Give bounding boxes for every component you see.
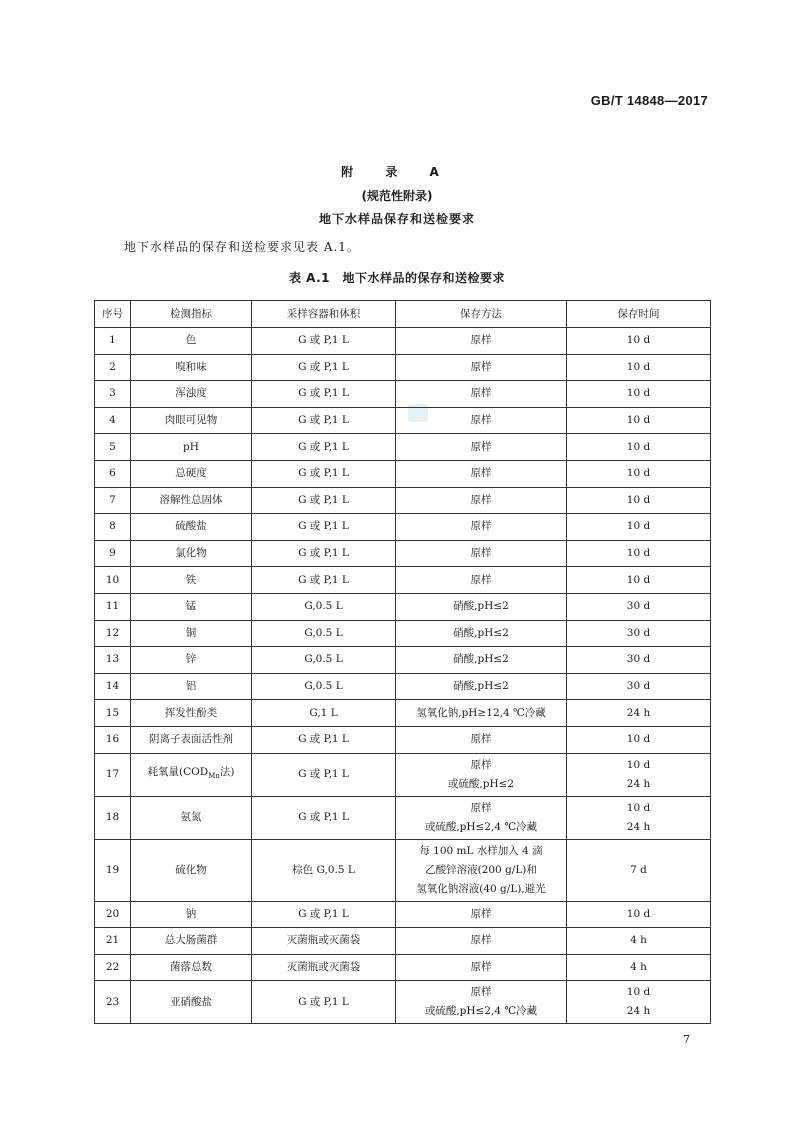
method-line: 硝酸,pH≤2 [453, 626, 509, 639]
table-row [95, 954, 711, 981]
indicator-text: 硫酸盐 [175, 520, 207, 533]
time-line: 10 d [626, 733, 651, 746]
cell-indicator [131, 593, 252, 620]
cell-method [396, 460, 567, 487]
indicator-text: 色 [185, 334, 197, 347]
cell-no: 7 [95, 487, 131, 514]
cell-time [567, 381, 711, 408]
table-row [95, 901, 711, 928]
cell-method [396, 700, 567, 727]
table-row [95, 796, 711, 839]
table-body [95, 328, 711, 1024]
cell-container: G 或 P,1 L [252, 434, 396, 461]
page-number: 7 [683, 1033, 690, 1046]
cell-no: 3 [95, 381, 131, 408]
time-line: 10 d [626, 907, 651, 920]
time-line: 24 h [626, 820, 651, 833]
cell-no: 6 [95, 460, 131, 487]
method-line: 原样 [470, 733, 492, 746]
cell-time [567, 839, 711, 901]
indicator-text: 锰 [185, 600, 197, 613]
cell-container: G,1 L [252, 700, 396, 727]
method-line: 氢氧化钠溶液(40 g/L),避光 [416, 882, 546, 895]
table-row [95, 839, 711, 901]
cell-container: G 或 P,1 L [252, 460, 396, 487]
indicator-text: 总硬度 [175, 467, 207, 480]
cell-indicator [131, 981, 252, 1024]
indicator-text: 肉眼可见物 [164, 414, 218, 427]
cell-time [567, 928, 711, 955]
cell-method [396, 726, 567, 753]
cell-indicator [131, 354, 252, 381]
standard-code: GB/T 14848—2017 [590, 93, 708, 108]
cell-no: 1 [95, 328, 131, 355]
header-no: 序号 [95, 301, 131, 328]
cell-time [567, 487, 711, 514]
method-line: 或硫酸,pH≤2 [447, 777, 515, 790]
indicator-tail: 法) [219, 765, 235, 778]
cell-container: G 或 P,1 L [252, 354, 396, 381]
time-line: 10 d [626, 758, 651, 771]
cell-container: G 或 P,1 L [252, 796, 396, 839]
cell-container: 棕色 G,0.5 L [252, 839, 396, 901]
method-line: 乙酸锌溶液(200 g/L)和 [425, 863, 537, 876]
cell-no: 18 [95, 796, 131, 839]
cell-container: G 或 P,1 L [252, 726, 396, 753]
cell-method [396, 593, 567, 620]
time-line: 10 d [626, 360, 651, 373]
cell-no: 9 [95, 540, 131, 567]
table-row [95, 460, 711, 487]
cell-no: 19 [95, 839, 131, 901]
time-line: 10 d [626, 520, 651, 533]
method-line: 原样 [470, 986, 492, 999]
method-line: 原样 [470, 520, 492, 533]
cell-method [396, 434, 567, 461]
cell-indicator [131, 514, 252, 541]
cell-time [567, 753, 711, 796]
cell-container: G 或 P,1 L [252, 981, 396, 1024]
time-line: 4 h [630, 960, 647, 973]
table-row [95, 700, 711, 727]
time-line: 24 h [626, 777, 651, 790]
cell-method [396, 567, 567, 594]
time-line: 30 d [626, 680, 651, 693]
time-line: 24 h [626, 706, 651, 719]
cell-indicator [131, 407, 252, 434]
cell-container: G,0.5 L [252, 647, 396, 674]
cell-indicator [131, 954, 252, 981]
method-line: 原样 [470, 547, 492, 560]
header-container: 采样容器和体积 [252, 301, 396, 328]
cell-no: 4 [95, 407, 131, 434]
cell-time [567, 726, 711, 753]
cell-container: 灭菌瓶或灭菌袋 [252, 954, 396, 981]
method-line: 氢氧化钠,pH≥12,4 ℃冷藏 [416, 706, 546, 719]
method-line: 原样 [470, 360, 492, 373]
method-line: 硝酸,pH≤2 [453, 680, 509, 693]
indicator-text: 氯化物 [175, 547, 207, 560]
cell-time [567, 354, 711, 381]
cell-method [396, 620, 567, 647]
method-line: 原样 [470, 334, 492, 347]
cell-method [396, 954, 567, 981]
cell-indicator [131, 620, 252, 647]
intro-paragraph: 地下水样品的保存和送检要求见表 A.1。 [124, 240, 360, 254]
table-row [95, 673, 711, 700]
cell-time [567, 567, 711, 594]
table-row [95, 514, 711, 541]
table-row [95, 540, 711, 567]
method-line: 原样 [470, 907, 492, 920]
table-row [95, 354, 711, 381]
cell-indicator [131, 901, 252, 928]
cell-container: G,0.5 L [252, 673, 396, 700]
cell-no: 8 [95, 514, 131, 541]
cell-no: 12 [95, 620, 131, 647]
cell-method [396, 753, 567, 796]
cell-no: 10 [95, 567, 131, 594]
cell-container: G 或 P,1 L [252, 381, 396, 408]
cell-method [396, 540, 567, 567]
table-row [95, 381, 711, 408]
table-row [95, 981, 711, 1024]
cell-time [567, 673, 711, 700]
table-row [95, 487, 711, 514]
indicator-text: 总大肠菌群 [164, 934, 218, 947]
cell-indicator [131, 567, 252, 594]
time-line: 10 d [626, 467, 651, 480]
method-line: 或硫酸,pH≤2,4 ℃冷藏 [424, 820, 538, 833]
cell-no: 5 [95, 434, 131, 461]
time-line: 10 d [626, 334, 651, 347]
cell-method [396, 796, 567, 839]
cell-indicator [131, 540, 252, 567]
method-line: 原样 [470, 414, 492, 427]
cell-indicator [131, 753, 252, 796]
indicator-text: 铁 [185, 573, 197, 586]
header-method: 保存方法 [396, 301, 567, 328]
time-line: 30 d [626, 600, 651, 613]
cell-method [396, 487, 567, 514]
method-line: 原样 [470, 387, 492, 400]
cell-indicator [131, 726, 252, 753]
time-line: 10 d [626, 440, 651, 453]
cell-container: 灭菌瓶或灭菌袋 [252, 928, 396, 955]
table-row [95, 620, 711, 647]
table-row [95, 328, 711, 355]
indicator-text: 铜 [185, 626, 197, 639]
header-time: 保存时间 [567, 301, 711, 328]
indicator-text: 硫化物 [175, 863, 207, 876]
cell-container: G,0.5 L [252, 593, 396, 620]
time-line: 10 d [626, 573, 651, 586]
indicator-text: 菌落总数 [170, 960, 212, 973]
indicator-text: 亚硝酸盐 [170, 995, 212, 1008]
indicator-text: 钠 [185, 907, 197, 920]
time-line: 10 d [626, 414, 651, 427]
cell-time [567, 700, 711, 727]
indicator-text: 耗氧量(COD [147, 765, 209, 778]
method-line: 硝酸,pH≤2 [453, 653, 509, 666]
cell-indicator [131, 647, 252, 674]
annex-name: 地下水样品保存和送检要求 [318, 212, 475, 226]
cell-indicator [131, 460, 252, 487]
cell-time [567, 796, 711, 839]
cell-time [567, 328, 711, 355]
table-row [95, 407, 711, 434]
indicator-text: 嗅和味 [175, 360, 207, 373]
cell-container: G 或 P,1 L [252, 514, 396, 541]
method-line: 原样 [470, 960, 492, 973]
time-line: 24 h [626, 1005, 651, 1018]
cell-no: 21 [95, 928, 131, 955]
cell-method [396, 407, 567, 434]
cell-no: 14 [95, 673, 131, 700]
indicator-text: 挥发性酚类 [164, 706, 218, 719]
cell-no: 15 [95, 700, 131, 727]
cell-indicator [131, 928, 252, 955]
cell-time [567, 647, 711, 674]
cell-container: G 或 P,1 L [252, 407, 396, 434]
cell-method [396, 514, 567, 541]
cell-container: G 或 P,1 L [252, 753, 396, 796]
method-line: 硝酸,pH≤2 [453, 600, 509, 613]
cell-time [567, 620, 711, 647]
cell-method [396, 928, 567, 955]
cell-no: 13 [95, 647, 131, 674]
cell-no: 16 [95, 726, 131, 753]
table-row [95, 567, 711, 594]
indicator-text: 浑浊度 [175, 387, 207, 400]
cell-no: 20 [95, 901, 131, 928]
indicator-text: pH [183, 440, 199, 453]
cell-no: 11 [95, 593, 131, 620]
cell-method [396, 647, 567, 674]
time-line: 10 d [626, 387, 651, 400]
method-line: 原样 [470, 440, 492, 453]
time-line: 10 d [626, 801, 651, 814]
cell-indicator [131, 487, 252, 514]
storage-requirements-table [94, 300, 711, 1024]
method-line: 原样 [470, 758, 492, 771]
cell-method [396, 354, 567, 381]
time-line: 10 d [626, 547, 651, 560]
table-row [95, 647, 711, 674]
table-row [95, 593, 711, 620]
time-line: 30 d [626, 653, 651, 666]
cell-time [567, 434, 711, 461]
table-row [95, 928, 711, 955]
table-row [95, 726, 711, 753]
cell-no: 22 [95, 954, 131, 981]
annex-title: 附 录 A [341, 165, 453, 179]
cell-no: 17 [95, 753, 131, 796]
cell-indicator [131, 381, 252, 408]
table-header-row [95, 301, 711, 328]
cell-no: 23 [95, 981, 131, 1024]
table-row [95, 434, 711, 461]
cell-indicator [131, 434, 252, 461]
time-line: 10 d [626, 986, 651, 999]
time-line: 10 d [626, 493, 651, 506]
indicator-text: 锌 [185, 653, 197, 666]
cell-container: G,0.5 L [252, 620, 396, 647]
cell-time [567, 981, 711, 1024]
cell-indicator [131, 796, 252, 839]
cell-method [396, 328, 567, 355]
time-line: 4 h [630, 934, 647, 947]
indicator-subscript: Mn [208, 772, 220, 781]
cell-time [567, 514, 711, 541]
cell-time [567, 407, 711, 434]
cell-indicator [131, 700, 252, 727]
method-line: 原样 [470, 493, 492, 506]
method-line: 原样 [470, 573, 492, 586]
cell-time [567, 954, 711, 981]
method-line: 原样 [470, 934, 492, 947]
table-caption: 表 A.1 地下水样品的保存和送检要求 [288, 271, 506, 285]
cell-method [396, 381, 567, 408]
cell-container: G 或 P,1 L [252, 328, 396, 355]
indicator-text: 溶解性总固体 [159, 493, 223, 506]
indicator-text: 氨氮 [180, 811, 202, 823]
method-line: 或硫酸,pH≤2,4 ℃冷藏 [424, 1005, 538, 1018]
cell-time [567, 593, 711, 620]
cell-no: 2 [95, 354, 131, 381]
cell-time [567, 540, 711, 567]
cell-indicator [131, 328, 252, 355]
cell-method [396, 901, 567, 928]
cell-indicator [131, 673, 252, 700]
indicator-text: 阴离子表面活性剂 [149, 733, 233, 746]
time-line: 30 d [626, 626, 651, 639]
cell-indicator [131, 839, 252, 901]
cell-time [567, 460, 711, 487]
table-row [95, 753, 711, 796]
time-line: 7 d [630, 863, 647, 876]
cell-time [567, 901, 711, 928]
method-line: 原样 [470, 801, 492, 814]
cell-method [396, 673, 567, 700]
annex-type: (规范性附录) [361, 189, 433, 203]
cell-method [396, 981, 567, 1024]
indicator-text: 铝 [185, 680, 197, 693]
method-line: 原样 [470, 467, 492, 480]
header-indicator: 检测指标 [131, 301, 252, 328]
cell-container: G 或 P,1 L [252, 540, 396, 567]
cell-method [396, 839, 567, 901]
cell-container: G 或 P,1 L [252, 567, 396, 594]
cell-container: G 或 P,1 L [252, 901, 396, 928]
method-line: 每 100 mL 水样加入 4 滴 [419, 844, 543, 857]
cell-container: G 或 P,1 L [252, 487, 396, 514]
